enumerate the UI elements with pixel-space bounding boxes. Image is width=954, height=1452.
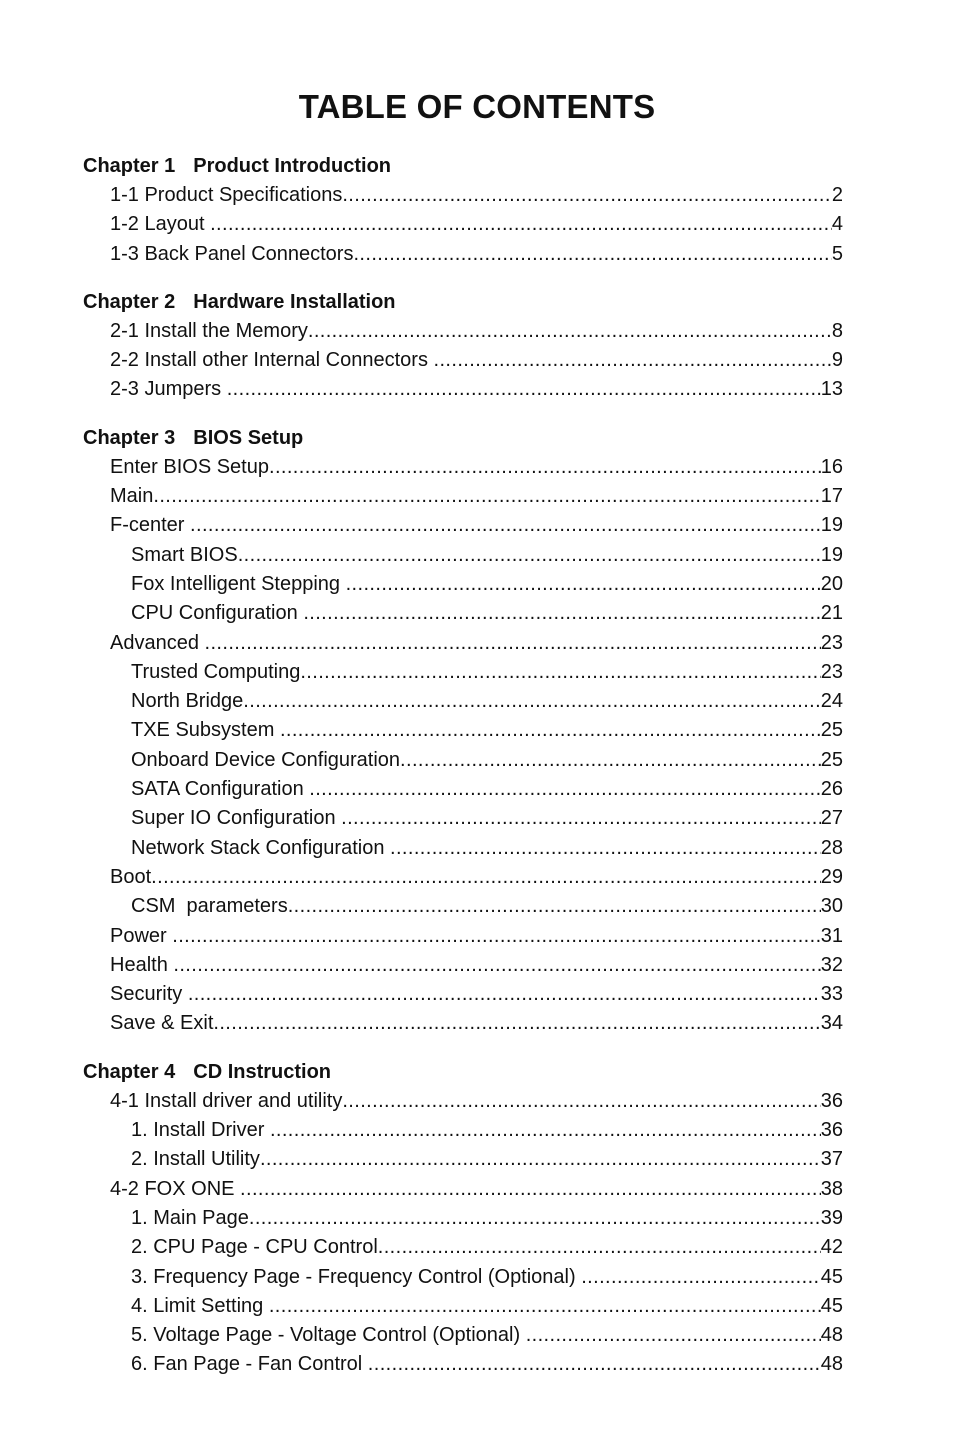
chapter-section [0,1058,954,1380]
toc-entry-page-number: 16 [820,455,843,478]
dot-leader [342,181,832,210]
toc-entry-page-number: 28 [820,836,843,859]
toc-entry[interactable] [0,980,954,1009]
dot-leader [260,1145,821,1174]
toc-entry-label: 5. Voltage Page - Voltage Control (Optional) [131,1324,526,1347]
dot-leader [190,511,821,540]
toc-entry-page-number: 34 [820,1012,843,1035]
toc-entry-label: SATA Configuration [131,778,310,801]
toc-entry[interactable] [0,629,954,658]
toc-entry[interactable] [0,482,954,511]
toc-entry-page-number: 25 [820,748,843,771]
toc-entry-page-number: 48 [820,1324,843,1347]
toc-entry[interactable] [0,1350,954,1379]
toc-entry-label: 1. Install Driver [131,1119,270,1142]
toc-entry-page-number: 48 [820,1353,843,1376]
toc-entry[interactable] [0,687,954,716]
toc-entry-page-number: 25 [820,719,843,742]
toc-entry-page-number: 4 [831,213,843,236]
toc-entry-label: 1-2 Layout [110,213,211,236]
toc-entry[interactable] [0,375,954,404]
toc-entry[interactable] [0,892,954,921]
toc-entry[interactable] [0,599,954,628]
toc-entry-label: Save & Exit [110,1012,214,1035]
chapter-heading [0,424,954,453]
toc-entry[interactable] [0,210,954,239]
toc-entry[interactable] [0,570,954,599]
dot-leader [308,317,832,346]
toc-entry-label: CPU Configuration [131,602,304,625]
toc-entry-label: Main [110,485,154,508]
toc-entry-page-number: 38 [820,1177,843,1200]
toc-entry-label: North Bridge [131,690,244,713]
toc-entry[interactable] [0,804,954,833]
dot-leader [205,629,821,658]
toc-entry-page-number: 45 [820,1265,843,1288]
toc-entry-page-number: 8 [831,319,843,342]
toc-entry[interactable] [0,1321,954,1350]
dot-leader [227,375,821,404]
toc-entry-label: CSM parameters [131,895,288,918]
dot-leader [249,1204,821,1233]
toc-entry-page-number: 31 [820,924,843,947]
toc-entry-page-number: 30 [820,895,843,918]
toc-entry-label: F-center [110,514,191,537]
page-title: TABLE OF CONTENTS [298,88,656,125]
toc-entry-page-number: 13 [820,378,843,401]
dot-leader [303,599,820,628]
toc-entry-page-number: 36 [820,1089,843,1112]
toc-entry[interactable] [0,317,954,346]
toc-entry-page-number: 17 [820,485,843,508]
toc-entry-label: 3. Frequency Page - Frequency Control (Optional) [131,1265,582,1288]
toc-entry-page-number: 42 [820,1236,843,1259]
toc-entry-label: 2-2 Install other Internal Connectors [110,349,434,372]
toc-entry[interactable] [0,658,954,687]
dot-leader [346,570,821,599]
toc-entry-label: 1-3 Back Panel Connectors [110,242,354,265]
toc-entry-page-number: 2 [831,184,843,206]
toc-entry[interactable] [0,746,954,775]
toc-entry-label: Onboard Device Configuration [131,748,401,771]
dot-leader [153,482,820,511]
toc-entry-label: Power [110,924,173,947]
toc-entry-label: Health [110,953,174,976]
dot-leader [434,346,832,375]
chapter-name: CD Instruction [193,1060,332,1083]
toc-entry-page-number: 9 [831,349,843,372]
dot-leader [309,775,821,804]
dot-leader [280,716,821,745]
toc-entry[interactable] [0,1009,954,1038]
dot-leader [353,240,831,269]
chapter-number: Chapter 4 [83,1060,176,1083]
dot-leader [151,863,821,892]
toc-entry-page-number: 19 [820,514,843,537]
dot-leader [210,210,832,239]
chapter-heading [0,288,954,317]
toc-entry-label: Fox Intelligent Stepping [131,572,346,595]
toc-entry-label: TXE Subsystem [131,719,280,742]
toc-entry[interactable] [0,863,954,892]
chapter-heading [0,1058,954,1087]
toc-entry-page-number: 20 [820,572,843,595]
toc-entry-label: 6. Fan Page - Fan Control [131,1353,368,1376]
toc-entry-page-number: 32 [820,953,843,976]
toc-entry[interactable] [0,240,954,269]
toc-entry-label: 1-1 Product Specifications [110,184,343,206]
toc-entry[interactable] [0,511,954,540]
dot-leader [288,892,821,921]
chapter-number: Chapter 2 [83,290,176,313]
toc-entry[interactable] [0,834,954,863]
chapter-name: BIOS Setup [193,426,304,449]
chapter-number: Chapter 1 [83,155,176,177]
toc-entry[interactable] [0,1263,954,1292]
toc-entry-page-number: 5 [831,242,843,265]
toc-entry-label: 2. CPU Page - CPU Control [131,1236,378,1259]
chapter-name: Product Introduction [193,155,392,177]
toc-entry[interactable] [0,922,954,951]
toc-entry[interactable] [0,181,954,210]
dot-leader [581,1263,821,1292]
toc-entry-page-number: 24 [820,690,843,713]
toc-entry-label: 4-1 Install driver and utility [110,1089,343,1112]
toc-entry-label: Security [110,983,188,1006]
toc-entry[interactable] [0,1292,954,1321]
dot-leader [390,834,821,863]
chapter-heading [0,152,954,181]
toc-entry-label: 2-3 Jumpers [110,378,227,401]
toc-entry-label: 4. Limit Setting [131,1294,269,1317]
toc-entry[interactable] [0,346,954,375]
toc-entry[interactable] [0,453,954,482]
toc-entry-label: Advanced [110,631,205,654]
toc-entry-page-number: 36 [820,1119,843,1142]
toc-entry-label: Smart BIOS [131,543,238,566]
toc-entry-label: 2. Install Utility [131,1148,260,1171]
toc-entry-label: Enter BIOS Setup [110,455,269,478]
toc-entry[interactable] [0,1175,954,1204]
toc-entry[interactable] [0,1204,954,1233]
dot-leader [342,1087,820,1116]
dot-leader [400,746,821,775]
chapter-section [0,152,954,269]
toc-entry-page-number: 21 [820,602,843,625]
toc-entry[interactable] [0,951,954,980]
dot-leader [526,1321,821,1350]
toc-entry-page-number: 45 [820,1294,843,1317]
toc-entry-page-number: 27 [820,807,843,830]
dot-leader [368,1350,821,1379]
toc-entry-label: 2-1 Install the Memory [110,319,308,342]
dot-leader [240,1175,821,1204]
toc-entry-page-number: 26 [820,778,843,801]
dot-leader [269,1292,821,1321]
toc-entry[interactable] [0,541,954,570]
chapter-number: Chapter 3 [83,426,176,449]
dot-leader [213,1009,820,1038]
dot-leader [173,951,820,980]
toc-entry-label: Trusted Computing [131,660,301,683]
dot-leader [188,980,821,1009]
dot-leader [238,541,821,570]
dot-leader [172,922,821,951]
toc-entry[interactable] [0,716,954,745]
dot-leader [341,804,821,833]
toc-entry-page-number: 29 [820,865,843,888]
dot-leader [270,1116,821,1145]
toc-entry-page-number: 37 [820,1148,843,1171]
dot-leader [378,1233,821,1262]
dot-leader [269,453,821,482]
toc-entry[interactable] [0,1145,954,1174]
toc-entry-label: Network Stack Configuration [131,836,391,859]
dot-leader [243,687,820,716]
toc-entry-label: Boot [110,865,152,888]
chapter-name: Hardware Installation [193,290,396,313]
toc-entry-page-number: 19 [820,543,843,566]
toc-entry-page-number: 39 [820,1206,843,1229]
toc-entry[interactable] [0,1116,954,1145]
toc-entry-page-number: 23 [820,631,843,654]
toc-entry-page-number: 23 [820,660,843,683]
toc-entry[interactable] [0,1233,954,1262]
toc-entry[interactable] [0,1087,954,1116]
toc-entry[interactable] [0,775,954,804]
chapter-section [0,424,954,1039]
dot-leader [300,658,820,687]
chapter-section [0,288,954,405]
toc-entry-page-number: 33 [820,983,843,1006]
toc-entry-label: 1. Main Page [131,1206,249,1229]
toc-entry-label: Super IO Configuration [131,807,342,830]
toc-entry-label: 4-2 FOX ONE [110,1177,241,1200]
table-of-contents [0,152,954,1399]
